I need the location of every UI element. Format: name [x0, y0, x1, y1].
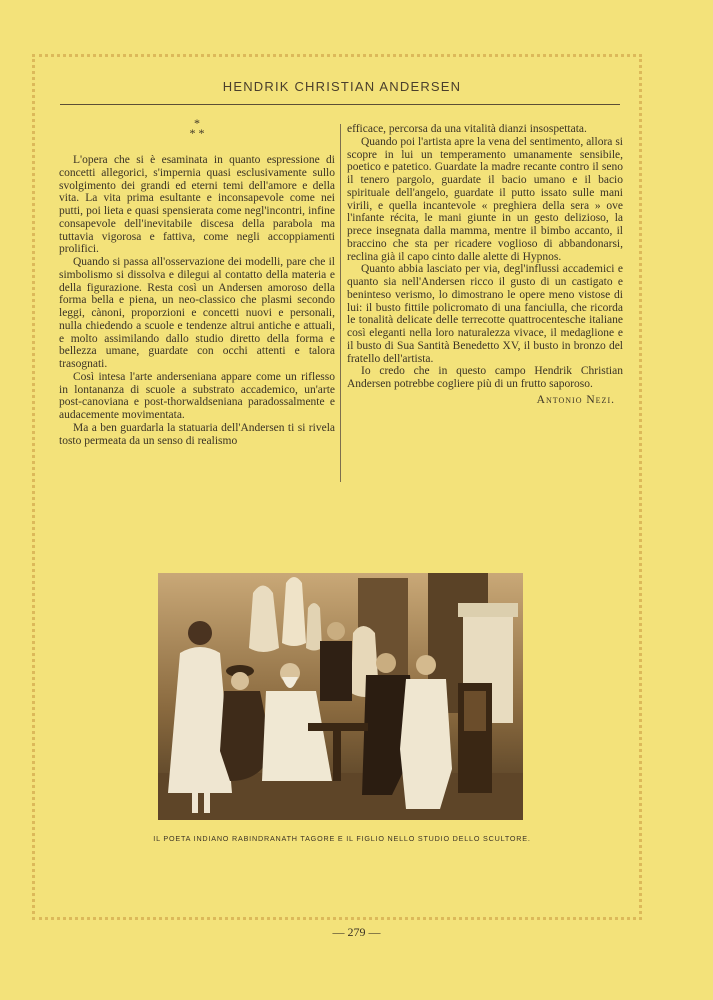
- page-number: — 279 —: [332, 925, 381, 939]
- photo-caption: IL POETA INDIANO RABINDRANATH TAGORE E IL FIGLIO NELLO STUDIO DELLO SCULTORE.: [153, 834, 531, 843]
- header-rule: [60, 104, 620, 105]
- paragraph-5: efficace, percorsa da una vitalità dianzi insospettata.: [347, 123, 587, 135]
- right-column: [347, 123, 623, 407]
- column-divider: [340, 124, 341, 482]
- section-separator: * * *: [189, 116, 205, 140]
- studio-photograph: [158, 573, 523, 820]
- author-signature: Antonio Nezi.: [536, 393, 615, 406]
- running-header: HENDRIK CHRISTIAN ANDERSEN: [222, 79, 462, 94]
- paragraph-8: Io credo che in questo campo Hendrik Christian Andersen potrebbe cogliere più di un frutto saporoso.: [347, 365, 623, 390]
- left-column: [59, 118, 335, 447]
- paragraph-2: Quando si passa all'osservazione dei modelli, pare che il simbolismo si dissolva e dilegui al contatto della materia e della figurazione. Resta così un Andersen amoroso della forma bella e piena, un neo-classico che plasmi secondo leggi, cànoni, proporzioni e concetti nuovi e personali, nulla chiedendo a scuole e tendenze altrui antiche e attuali, e molto assimilando dallo studio diretto della forma e bellezza umane, guardate con occhi attenti e talora trasognati.: [59, 256, 335, 370]
- paragraph-4: Ma a ben guardarla la statuaria dell'Andersen ti si rivela tosto permeata da un senso di realismo: [59, 421, 335, 447]
- paragraph-1: L'opera che si è esaminata in quanto espressione di concetti allegorici, s'impernia quasi esclusivamente sullo svolgimento dei grandi ed eterni temi dell'amore e della vita. La vita prima esultante e inconsapevole come nei putti, poi lieta e quasi spensierata come negl'incontri, infine consapevole dell'inevitabile discesa della parabola ma tuttavia vigorosa e fattiva, come negli accoppiamenti prolifici.: [59, 154, 335, 256]
- paragraph-3: Così intesa l'arte anderseniana appare come un riflesso in lontananza di scuole a substrato accademico, un'arte post-canoviana e post-thorwaldseniana paradossalmente e audacemente movimentata.: [59, 370, 335, 421]
- paragraph-6: Quando poi l'artista apre la vena del sentimento, allora si scopre in lui un temperamento umanamente sensibile, poetico e patetico. Guardate la madre recante contro il seno il tenero pargolo, guardate il bacio umano e il bacio spirituale dell'angelo, guardate il putto issato sulle mani virili, e quella incantevole « preghiera della sera » ove l'infante récita, le mani giunte in un gesto delizioso, la prece insegnata dalla mamma, mentre il bimbo accanto, il braccino che sta per ricadere voglioso di abbandonarsi, reclina già il capo cinto dalle alette di Hypnos.: [347, 135, 623, 263]
- paragraph-7: Quanto abbia lasciato per via, degl'influssi accademici e quanto sia nell'Andersen ricco il gusto di un castigato e beninteso verismo, lo dimostrano le opere meno vistose di lui: il busto fittile policromato di una fanciulla, che ricorda le tonalità delicate delle terrecotte quattrocentesche italiane così eleganti nella loro naturalezza vivace, il medaglione e il busto di Sua Santità Benedetto XV, il busto in bronzo del fratello dell'artista.: [347, 263, 623, 365]
